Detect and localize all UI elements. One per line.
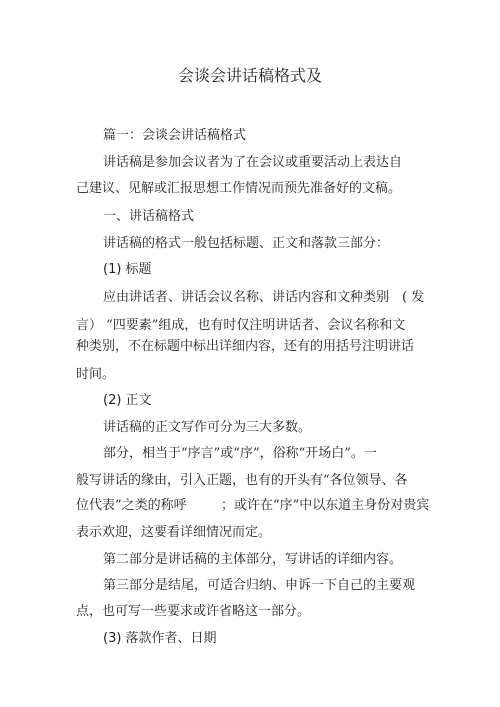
item-heading: (2) 正文 bbox=[103, 393, 152, 408]
subheading: 一、讲话稿格式 bbox=[103, 209, 195, 224]
paragraph-line: 表示欢迎，这要看详细情况而定。 bbox=[76, 525, 272, 540]
document-title: 会谈会讲话稿格式及 bbox=[177, 66, 322, 85]
item-heading: (3) 落款作者、日期 bbox=[103, 631, 217, 646]
paragraph-line: 第二部分是讲话稿的主体部分，写讲话的详细内容。 bbox=[103, 552, 403, 567]
paragraph-line: 点，也可写一些要求或许省略这一部分。 bbox=[76, 604, 311, 619]
item-heading: (1) 标题 bbox=[103, 262, 152, 277]
paragraph-line: 般写讲话的缘由，引入正题，也有的开头有“各位领导、各 bbox=[76, 473, 408, 488]
paragraph-line: 种类别，不在标题中标出详细内容，还有的用括号注明讲话 bbox=[76, 339, 415, 354]
paragraph-line: 应由讲话者、讲话会议名称、讲话内容和文种类别 bbox=[103, 290, 390, 305]
paragraph-line: 讲话稿的正文写作可分为三大多数。 bbox=[103, 420, 312, 435]
paragraph-line: 部分，相当于“序言”或“序”，俗称“开场白”。一 bbox=[103, 446, 377, 461]
paragraph-fragment: ( 发 bbox=[402, 290, 425, 305]
paragraph-line: 位代表”之类的称呼 bbox=[76, 498, 187, 513]
paragraph-line: 时间。 bbox=[76, 367, 116, 382]
paragraph-line: 己建议、见解或汇报思想工作情况而预先准备好的文稿。 bbox=[76, 181, 402, 196]
paragraph-line: 第三部分是结尾，可适合归纳、申诉一下自己的主要观 bbox=[103, 578, 416, 593]
paragraph-line: 讲话稿是参加会议者为了在会议或重要活动上表达自 bbox=[103, 155, 403, 170]
section-heading: 篇一：会谈会讲话稿格式 bbox=[103, 128, 247, 143]
paragraph-line: 言） “四要素”组成，也有时仅注明讲话者、会议名称和文 bbox=[76, 318, 406, 333]
paragraph-fragment: ；或许在“序”中以东道主身份对贵宾 bbox=[221, 498, 430, 513]
paragraph-line: 讲话稿的格式一般包括标题、正文和落款三部分： bbox=[103, 236, 390, 251]
